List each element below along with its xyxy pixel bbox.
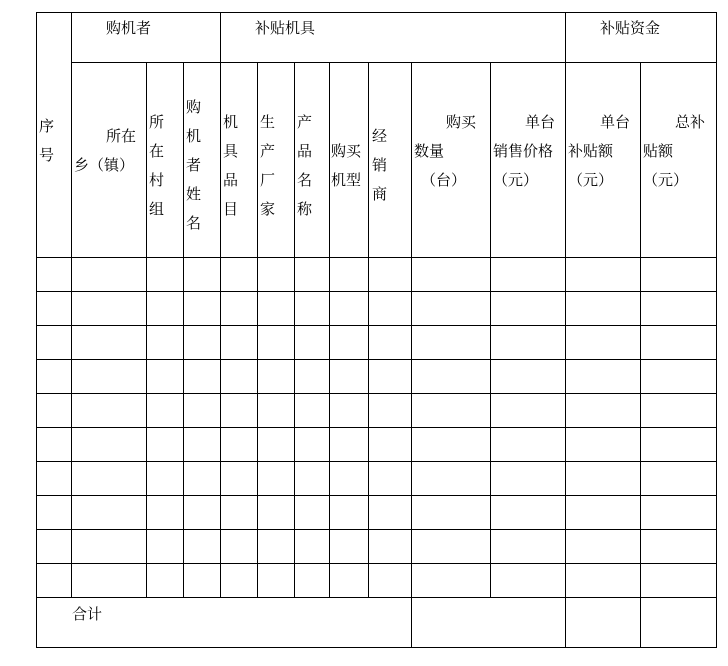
table-cell[interactable] [72,326,146,359]
table-cell[interactable] [641,428,716,461]
table-cell[interactable] [330,292,368,325]
table-cell[interactable] [641,326,716,359]
table-cell[interactable] [330,462,368,495]
table-cell[interactable] [72,258,146,291]
header-model-line2: 机型 [331,171,362,189]
table-cell[interactable] [641,496,716,529]
table-cell[interactable] [147,530,183,563]
header-qty-line2: 数量 [414,142,445,160]
table-cell[interactable] [566,496,640,529]
table-cell[interactable] [37,292,71,325]
table-cell[interactable] [641,394,716,427]
table-cell[interactable] [37,530,71,563]
table-cell[interactable] [491,394,565,427]
table-cell[interactable] [147,394,183,427]
table-cell[interactable] [295,394,329,427]
table-cell[interactable] [330,360,368,393]
table-cell[interactable] [37,428,71,461]
table-cell[interactable] [330,428,368,461]
table-cell[interactable] [37,360,71,393]
table-cell[interactable] [184,292,220,325]
header-qty-line3: （台） [421,171,467,189]
table-cell[interactable] [369,292,411,325]
header-price-line3: （元） [493,171,539,189]
table-cell[interactable] [184,496,220,529]
table-cell[interactable] [184,258,220,291]
header-category: 机具品目 [223,113,239,218]
table-cell[interactable] [412,258,490,291]
table-cell[interactable] [221,258,257,291]
header-unit-subsidy-line1: 单台 [600,113,631,131]
table-cell[interactable] [295,428,329,461]
table-cell[interactable] [147,258,183,291]
table-cell[interactable] [147,496,183,529]
table-cell[interactable] [258,462,294,495]
table-cell[interactable] [330,564,368,597]
table-cell[interactable] [412,496,490,529]
table-cell[interactable] [221,360,257,393]
table-cell[interactable] [330,496,368,529]
table-cell[interactable] [412,564,490,597]
group-header-divider [71,62,717,63]
table-cell[interactable] [566,326,640,359]
header-buyer-name: 购机者姓名 [186,98,202,232]
table-cell[interactable] [147,326,183,359]
table-cell[interactable] [221,326,257,359]
table-cell[interactable] [412,394,490,427]
row-divider [36,597,717,598]
table-cell[interactable] [258,258,294,291]
table-cell[interactable] [258,360,294,393]
table-cell[interactable] [412,462,490,495]
table-cell[interactable] [641,360,716,393]
table-cell[interactable] [147,428,183,461]
header-price-line2: 销售价格 [493,142,554,160]
table-cell[interactable] [184,428,220,461]
table-cell[interactable] [566,394,640,427]
table-cell[interactable] [295,292,329,325]
table-cell[interactable] [330,530,368,563]
table-cell[interactable] [641,530,716,563]
table-cell[interactable] [295,462,329,495]
table-cell[interactable] [258,292,294,325]
table-cell[interactable] [641,564,716,597]
table-cell[interactable] [369,462,411,495]
table-border-bottom [36,647,717,648]
table-cell[interactable] [330,258,368,291]
table-cell[interactable] [566,258,640,291]
header-total-subsidy-line1: 总补 [675,113,706,131]
table-cell[interactable] [258,530,294,563]
table-cell[interactable] [37,462,71,495]
table-cell[interactable] [369,530,411,563]
table-border-right [716,12,717,648]
table-cell[interactable] [491,258,565,291]
table-cell[interactable] [369,564,411,597]
table-cell[interactable] [258,428,294,461]
header-total-subsidy-line3: （元） [643,171,689,189]
table-cell[interactable] [491,496,565,529]
table-cell[interactable] [221,394,257,427]
header-qty-line1: 购买 [446,113,477,131]
table-cell[interactable] [641,292,716,325]
table-cell[interactable] [37,326,71,359]
table-cell[interactable] [184,326,220,359]
table-cell[interactable] [369,258,411,291]
table-cell[interactable] [566,462,640,495]
table-cell[interactable] [37,258,71,291]
table-cell[interactable] [184,564,220,597]
table-cell[interactable] [412,360,490,393]
header-dealer: 经销商 [372,127,388,203]
table-cell[interactable] [184,462,220,495]
header-seq: 序号 [39,117,55,164]
table-cell[interactable] [37,394,71,427]
table-cell[interactable] [37,496,71,529]
table-cell[interactable] [295,496,329,529]
table-cell[interactable] [330,394,368,427]
table-cell[interactable] [566,428,640,461]
table-cell[interactable] [491,564,565,597]
header-township-line1: 所在 [106,127,137,145]
header-model-line1: 购买 [331,142,362,160]
table-cell[interactable] [566,564,640,597]
table-cell[interactable] [295,530,329,563]
table-cell[interactable] [412,530,490,563]
header-machine-group: 补贴机具 [255,19,316,37]
table-cell[interactable] [491,292,565,325]
table-cell[interactable] [221,564,257,597]
table-cell[interactable] [491,326,565,359]
table-cell[interactable] [369,326,411,359]
header-price-line1: 单台 [525,113,556,131]
table-cell[interactable] [37,564,71,597]
table-cell[interactable] [184,360,220,393]
table-cell[interactable] [72,564,146,597]
table-cell[interactable] [184,394,220,427]
header-village: 所在村组 [149,113,165,218]
table-cell[interactable] [412,326,490,359]
table-cell[interactable] [258,326,294,359]
header-manufacturer: 生产厂家 [260,113,276,218]
header-township-line2: 乡（镇） [74,156,135,174]
table-cell[interactable] [72,462,146,495]
table-border-top [36,12,717,13]
table-cell[interactable] [258,564,294,597]
table-cell[interactable] [369,428,411,461]
table-cell[interactable] [295,360,329,393]
table-cell[interactable] [221,530,257,563]
table-cell[interactable] [72,428,146,461]
table-cell[interactable] [72,530,146,563]
table-cell[interactable] [412,292,490,325]
header-fund-group: 补贴资金 [600,19,661,37]
table-cell[interactable] [221,462,257,495]
table-cell[interactable] [72,394,146,427]
header-product-name: 产品名称 [297,113,313,218]
table-cell[interactable] [147,564,183,597]
table-cell[interactable] [491,530,565,563]
table-cell[interactable] [641,258,716,291]
table-cell[interactable] [412,428,490,461]
table-cell[interactable] [295,326,329,359]
table-cell[interactable] [147,462,183,495]
table-cell[interactable] [369,496,411,529]
table-cell[interactable] [566,360,640,393]
table-cell[interactable] [641,462,716,495]
table-cell[interactable] [221,496,257,529]
table-cell[interactable] [369,360,411,393]
header-buyer-group: 购机者 [106,19,152,37]
table-cell[interactable] [295,564,329,597]
table-cell[interactable] [221,428,257,461]
table-cell[interactable] [258,496,294,529]
header-unit-subsidy-line2: 补贴额 [568,142,614,160]
table-cell[interactable] [566,292,640,325]
table-cell[interactable] [491,462,565,495]
header-total-subsidy-line2: 贴额 [643,142,674,160]
table-cell[interactable] [221,292,257,325]
table-cell[interactable] [369,394,411,427]
table-cell[interactable] [258,394,294,427]
total-label: 合计 [72,605,103,623]
table-cell[interactable] [184,530,220,563]
table-cell[interactable] [491,428,565,461]
header-unit-subsidy-line3: （元） [568,171,614,189]
table-cell[interactable] [491,360,565,393]
table-cell[interactable] [147,360,183,393]
table-cell[interactable] [295,258,329,291]
table-cell[interactable] [566,530,640,563]
table-cell[interactable] [72,292,146,325]
table-cell[interactable] [72,360,146,393]
table-cell[interactable] [72,496,146,529]
table-cell[interactable] [147,292,183,325]
table-cell[interactable] [330,326,368,359]
